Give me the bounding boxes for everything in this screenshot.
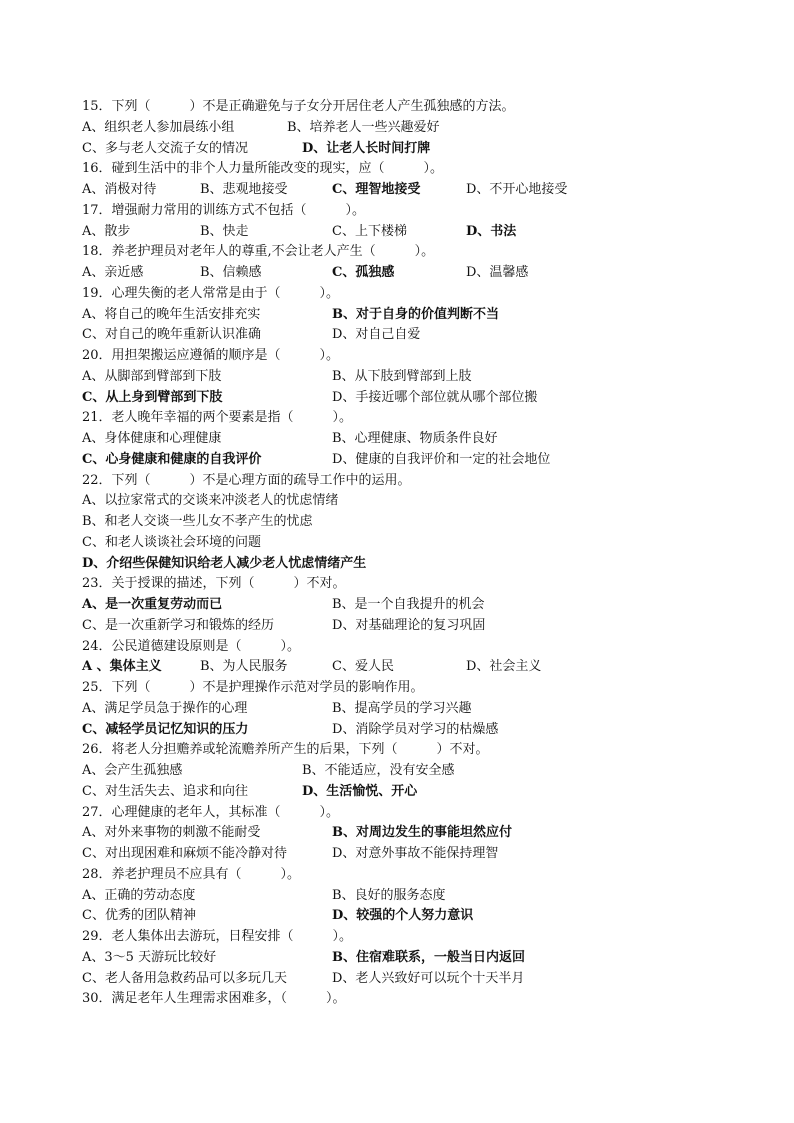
answer-option: A、是一次重复劳动而已 [82,597,223,612]
answer-option: C、孤独感 [332,265,395,280]
answer-option: B、对于自身的价值判断不当 [332,306,499,322]
answer-option: D、不开心地接受 [466,182,568,197]
answer-option: A、以拉家常式的交谈来冲淡老人的忧虑情绪 [82,493,339,509]
answer-option: A 、集体主义 [82,659,162,675]
answer-option: D、社会主义 [466,659,542,675]
answer-option: D、消除学员对学习的枯燥感 [332,721,499,737]
answer-option: D、手接近哪个部位就从哪个部位搬 [332,389,538,405]
answer-option: B、从下肢到臂部到上肢 [332,368,472,384]
question-stem: 30．满足老年人生理需求困难多，（ ）。 [82,991,346,1007]
answer-option: B、培养老人一些兴趣爱好 [287,119,440,135]
question-stem: 20．用担架搬运应遵循的顺序是（ ）。 [82,348,340,363]
answer-option: B、良好的服务态度 [332,887,446,903]
answer-option: A、满足学员急于操作的心理 [82,700,248,716]
question-stem: 25．下列（ ）不是护理操作示范对学员的影响作用。 [82,680,424,695]
answer-option: B、为人民服务 [200,659,288,675]
answer-option: B、对周边发生的事能坦然应付 [332,825,512,841]
answer-option: D、对基础理论的复习巩固 [332,617,486,633]
answer-option: D、老人兴致好可以玩个十天半月 [332,970,525,986]
answer-option: C、老人备用急救药品可以多玩几天 [82,970,287,986]
answer-option: B、是一个自我提升的机会 [332,597,485,612]
answer-option: A、身体健康和心理健康 [82,431,222,446]
question-stem: 23．关于授课的描述，下列（ ）不对。 [82,576,346,592]
answer-option: D、让老人长时间打牌 [302,140,431,156]
question-stem: 26．将老人分担赡养或轮流赡养所产生的后果，下列（ ）不对。 [82,742,489,758]
answer-option: C、是一次重新学习和锻炼的经历 [82,617,274,633]
answer-option: A、组织老人参加晨练小组 [82,119,235,135]
question-stem: 28．养老护理员不应具有（ ）。 [82,866,301,882]
question-stem: 16．碰到生活中的非个人力量所能改变的现实，应（ ）。 [82,161,444,177]
answer-option: B、快走 [200,223,249,239]
answer-option: B、提高学员的学习兴趣 [332,700,472,716]
answer-option: D、对意外事故不能保持理智 [332,846,499,861]
answer-option: C、减轻学员记忆知识的压力 [82,721,249,737]
answer-option: D、书法 [466,223,517,239]
answer-option: B、住宿难联系，一般当日内返回 [332,949,525,965]
question-stem: 22．下列（ ）不是心理方面的疏导工作中的运用。 [82,472,411,488]
answer-option: A、正确的劳动态度 [82,887,196,903]
answer-option: B、和老人交谈一些儿女不孝产生的忧虑 [82,514,313,529]
question-stem: 15．下列（ ）不是正确避免与子女分开居住老人产生孤独感的方法。 [82,99,515,114]
question-stem: 17．增强耐力常用的训练方式不包括（ ）。 [82,202,366,218]
answer-option: C、心身健康和健康的自我评价 [82,451,262,467]
answer-option: B、心理健康、物质条件良好 [332,431,498,446]
answer-option: C、从上身到臂部到下肢 [82,389,223,405]
answer-option: D、生活愉悦、开心 [302,783,418,799]
question-stem: 27．心理健康的老年人，其标准（ ）。 [82,804,340,820]
answer-option: A、3～5 天游玩比较好 [82,949,217,965]
answer-option: C、对自己的晚年重新认识准确 [82,327,261,343]
answer-option: D、介绍些保健知识给老人减少老人忧虑情绪产生 [82,555,367,571]
question-stem: 24．公民道德建设原则是（ ）。 [82,638,301,654]
answer-option: B、悲观地接受 [200,182,288,197]
answer-option: C、多与老人交流子女的情况 [82,140,248,156]
answer-option: B、信赖感 [200,265,262,280]
answer-option: A、亲近感 [82,265,144,280]
answer-option: A、散步 [82,223,131,239]
answer-option: A、将自己的晚年生活安排充实 [82,306,261,322]
answer-option: C、优秀的团队精神 [82,908,196,924]
answer-option: A、消极对待 [82,182,157,197]
answer-option: D、健康的自我评价和一定的社会地位 [332,451,551,467]
question-stem: 21．老人晚年幸福的两个要素是指（ ）。 [82,410,353,426]
question-stem: 29．老人集体出去游玩，日程安排（ ）。 [82,929,353,944]
answer-option: C、对生活失去、追求和向往 [82,783,248,799]
answer-option: D、较强的个人努力意识 [332,908,474,924]
answer-option: A、会产生孤独感 [82,763,183,778]
answer-option: C、理智地接受 [332,182,421,197]
answer-option: C、爱人民 [332,659,394,675]
question-stem: 19．心理失衡的老人常常是由于（ ）。 [82,285,340,301]
question-stem: 18．养老护理员对老年人的尊重,不会让老人产生（ ）。 [82,244,435,260]
answer-option: B、不能适应，没有安全感 [302,763,455,778]
answer-option: A、对外来事物的刺激不能耐受 [82,825,261,841]
answer-option: D、对自己自爱 [332,327,421,343]
answer-option: D、温馨感 [466,265,529,280]
answer-option: C、和老人谈谈社会环境的问题 [82,534,261,550]
answer-option: C、对出现困难和麻烦不能冷静对待 [82,846,287,861]
answer-option: A、从脚部到臂部到下肢 [82,368,222,384]
answer-option: C、上下楼梯 [332,223,407,239]
